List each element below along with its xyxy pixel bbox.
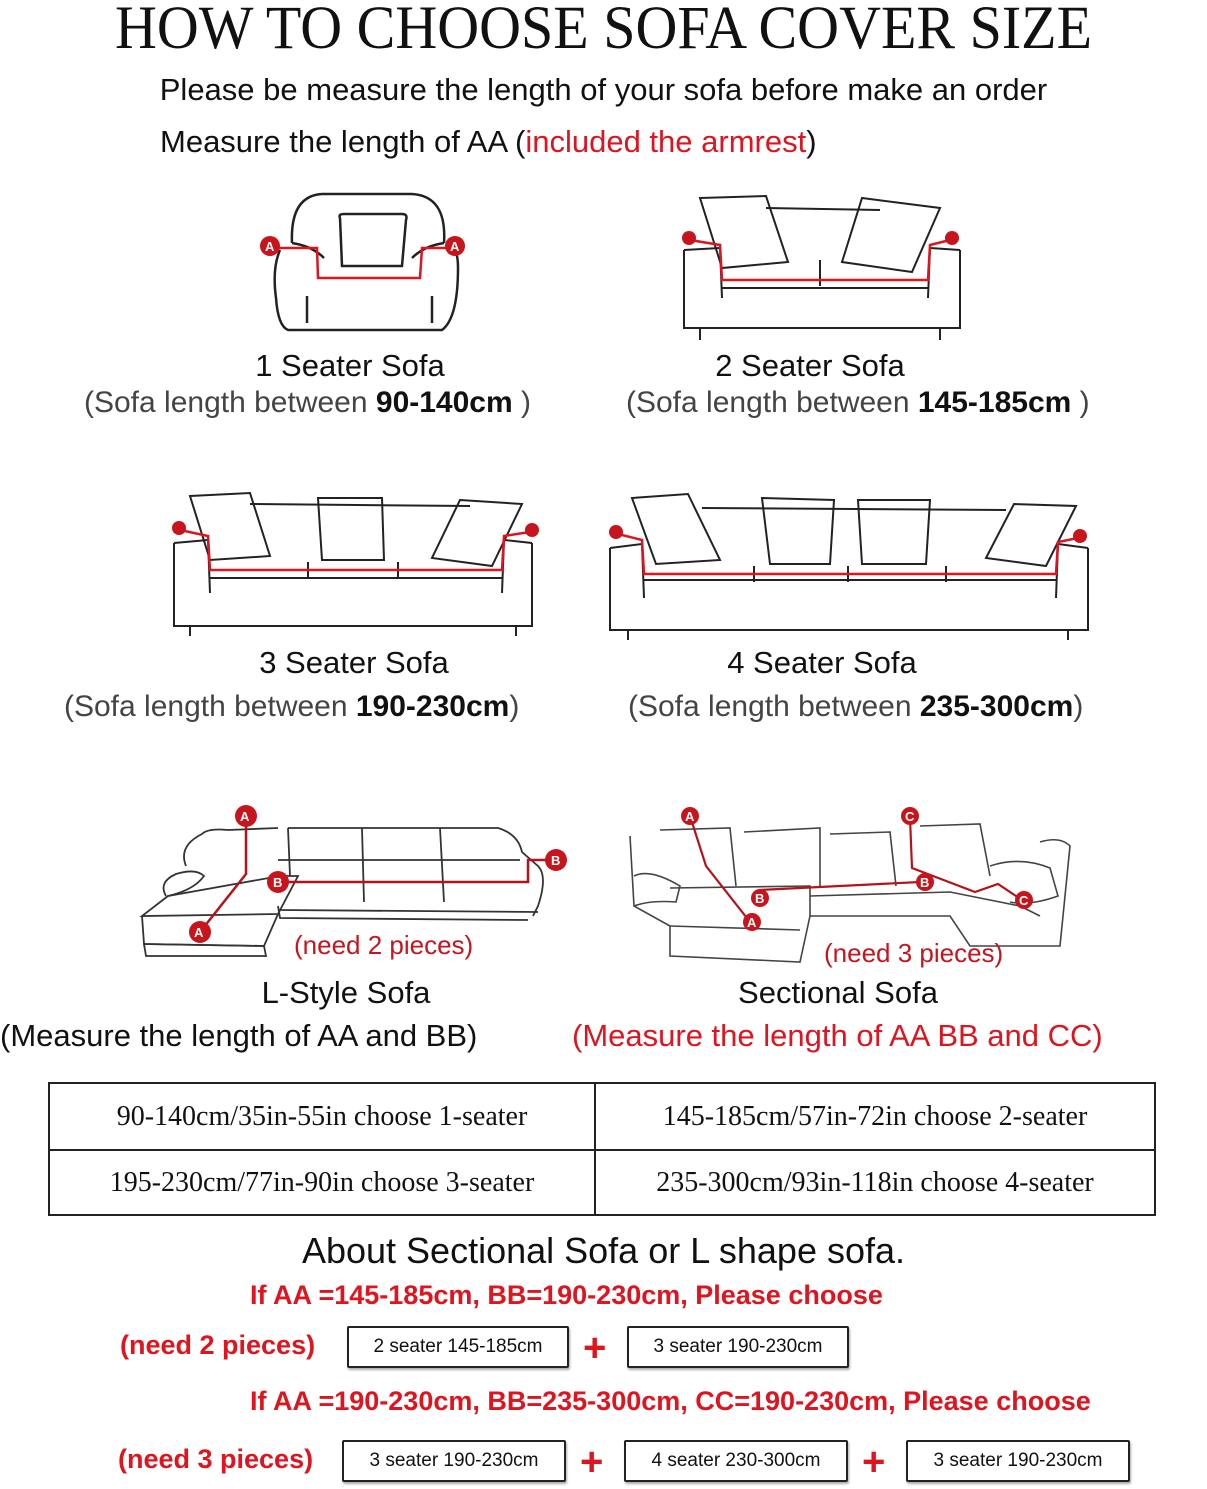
marker-label: B [273, 875, 283, 890]
sofa-range-2-seater [626, 386, 1090, 420]
sofa-name-1-seater: 1 Seater Sofa [255, 348, 445, 383]
two-seater-sofa-illustration [680, 190, 965, 335]
marker-label: B [920, 875, 930, 890]
range-prefix: (Sofa length between [628, 690, 920, 723]
three-seater-sofa-illustration [170, 488, 540, 638]
rule2-option-3: 3 seater 190-230cm [906, 1440, 1130, 1482]
range-prefix: (Sofa length between [626, 386, 918, 419]
about-heading: About Sectional Sofa or L shape sofa. [301, 1230, 906, 1271]
rule2-condition: If AA =190-230cm, BB=235-300cm, CC=190-230cm, Please choose [250, 1386, 1091, 1416]
table-cell: 195-230cm/77in-90in choose 3-seater [50, 1149, 594, 1214]
plus-icon: + [583, 1326, 607, 1370]
marker-label: A [194, 925, 204, 940]
l-style-pieces-note: (need 2 pieces) [294, 930, 474, 960]
sofa-range-4-seater [628, 690, 1083, 724]
rule1-option-2: 3 seater 190-230cm [627, 1326, 849, 1368]
range-suffix: ) [1073, 690, 1084, 723]
marker-label: C [905, 809, 915, 824]
table-cell: 145-185cm/57in-72in choose 2-seater [594, 1084, 1154, 1149]
range-value: 90-140cm [375, 386, 513, 419]
marker-label: C [1019, 893, 1029, 908]
range-value: 190-230cm [355, 690, 510, 723]
sofa-range-1-seater [84, 386, 531, 420]
marker-label: B [551, 853, 561, 868]
l-style-instruction: (Measure the length of AA and BB) [0, 1018, 478, 1053]
measure-prefix: Measure the length of AA ( [160, 124, 526, 159]
rule1-option-1: 2 seater 145-185cm [347, 1326, 569, 1368]
measure-instruction [160, 124, 817, 160]
marker-label: A [747, 915, 757, 930]
plus-icon: + [862, 1440, 886, 1484]
measure-suffix: ) [806, 124, 817, 159]
table-cell: 235-300cm/93in-118in choose 4-seater [594, 1149, 1154, 1214]
l-style-name: L-Style Sofa [261, 975, 431, 1010]
four-seater-sofa-illustration [606, 488, 1091, 638]
size-table [48, 1082, 1156, 1216]
range-suffix: ) [512, 386, 531, 419]
range-suffix: ) [1071, 386, 1090, 419]
marker-a-right [1073, 529, 1087, 543]
subtitle: Please be measure the length of your sofa before make an order [159, 72, 1048, 107]
marker-a-left [172, 521, 186, 535]
marker-label: A [450, 239, 460, 254]
one-seater-sofa-illustration [262, 188, 472, 338]
sectional-instruction: (Measure the length of AA BB and CC) [572, 1018, 1103, 1053]
rule1-pieces: (need 2 pieces) [120, 1330, 316, 1360]
rule2-option-2: 4 seater 230-300cm [624, 1440, 848, 1482]
marker-label: A [240, 809, 250, 824]
range-suffix: ) [509, 690, 520, 723]
range-value: 145-185cm [917, 386, 1072, 419]
sofa-name-3-seater: 3 Seater Sofa [259, 645, 449, 680]
range-value: 235-300cm [919, 690, 1074, 723]
marker-a-right [525, 523, 539, 537]
sofa-range-3-seater [64, 690, 519, 724]
marker-label: A [265, 239, 275, 254]
sofa-name-4-seater: 4 Seater Sofa [727, 645, 917, 680]
page-title: HOW TO CHOOSE SOFA COVER SIZE [115, 0, 1092, 62]
marker-label: A [685, 809, 695, 824]
measure-highlight: included the armrest [525, 124, 807, 159]
rule2-pieces: (need 3 pieces) [118, 1444, 314, 1474]
marker-a-left [682, 231, 696, 245]
sofa-name-2-seater: 2 Seater Sofa [715, 348, 905, 383]
marker-label: B [755, 891, 765, 906]
plus-icon: + [580, 1440, 604, 1484]
sectional-name: Sectional Sofa [738, 975, 938, 1010]
table-cell: 90-140cm/35in-55in choose 1-seater [116, 1100, 528, 1132]
marker-a-left [609, 525, 623, 539]
sectional-pieces-note: (need 3 pieces) [824, 938, 1004, 968]
range-prefix: (Sofa length between [64, 690, 356, 723]
rule2-option-1: 3 seater 190-230cm [342, 1440, 566, 1482]
marker-a-right [945, 231, 959, 245]
rule1-condition: If AA =145-185cm, BB=190-230cm, Please choose [250, 1280, 883, 1310]
range-prefix: (Sofa length between [84, 386, 368, 419]
